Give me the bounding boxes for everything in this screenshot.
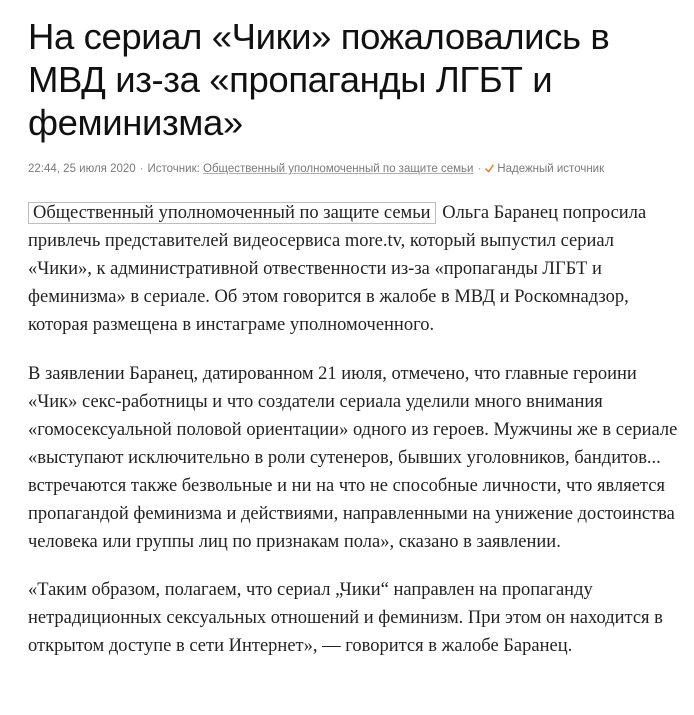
article-title: На сериал «Чики» пожаловались в МВД из-за «пропаганды ЛГБТ и феминизма» bbox=[28, 16, 610, 143]
paragraph: «Таким образом, полагаем, что сериал „Чики“ направлен на пропаганду нетрадиционных сексуальных отношений и феминизм. При этом он находится в открытом доступе в сети Интернет», — говорится в жалобе Баранец. bbox=[28, 580, 663, 656]
source-label: Источник: bbox=[147, 163, 200, 175]
article-body bbox=[28, 199, 678, 660]
source-link[interactable]: Общественный уполномоченный по защите семьи bbox=[203, 163, 474, 175]
check-icon bbox=[485, 164, 494, 173]
reliability-label: Надежный источник bbox=[497, 163, 605, 175]
paragraph-text: Ольга Баранец попросила привлечь представителей видеосервиса more.tv, который выпустил сериал «Чики», к административной отвественности из-за «пропаганды ЛГБТ и феминизма» в сериале. Об этом говорится в жалобе в МВД и Роскомнадзор, которая размещена в инстаграме уполномоченного. bbox=[28, 203, 647, 335]
article bbox=[28, 0, 678, 660]
paragraph: В заявлении Баранец, датированном 21 июля, отмечено, что главные героини «Чик» секс-работницы и что создатели сериала уделили много внимания «гомосексуальной половой ориентации» одного из героев. Мужчины же в сериале «выступают исключительно в роли сутенеров, бывших уголовников, бандитов... встречаются также безвольные и ни на что не способные личности, что является пропагандой феминизма и действиями, направленными на унижение достоинства человека или группы лиц по признакам пола», сказано в заявлении. bbox=[28, 364, 678, 552]
publish-datetime: 22:44, 25 июля 2020 bbox=[28, 163, 136, 175]
article-meta bbox=[28, 161, 678, 177]
meta-separator: · bbox=[477, 163, 482, 175]
ombudsman-link[interactable]: Общественный уполномоченный по защите семьи bbox=[28, 202, 436, 224]
meta-separator: · bbox=[139, 163, 144, 175]
paragraph bbox=[28, 199, 678, 339]
